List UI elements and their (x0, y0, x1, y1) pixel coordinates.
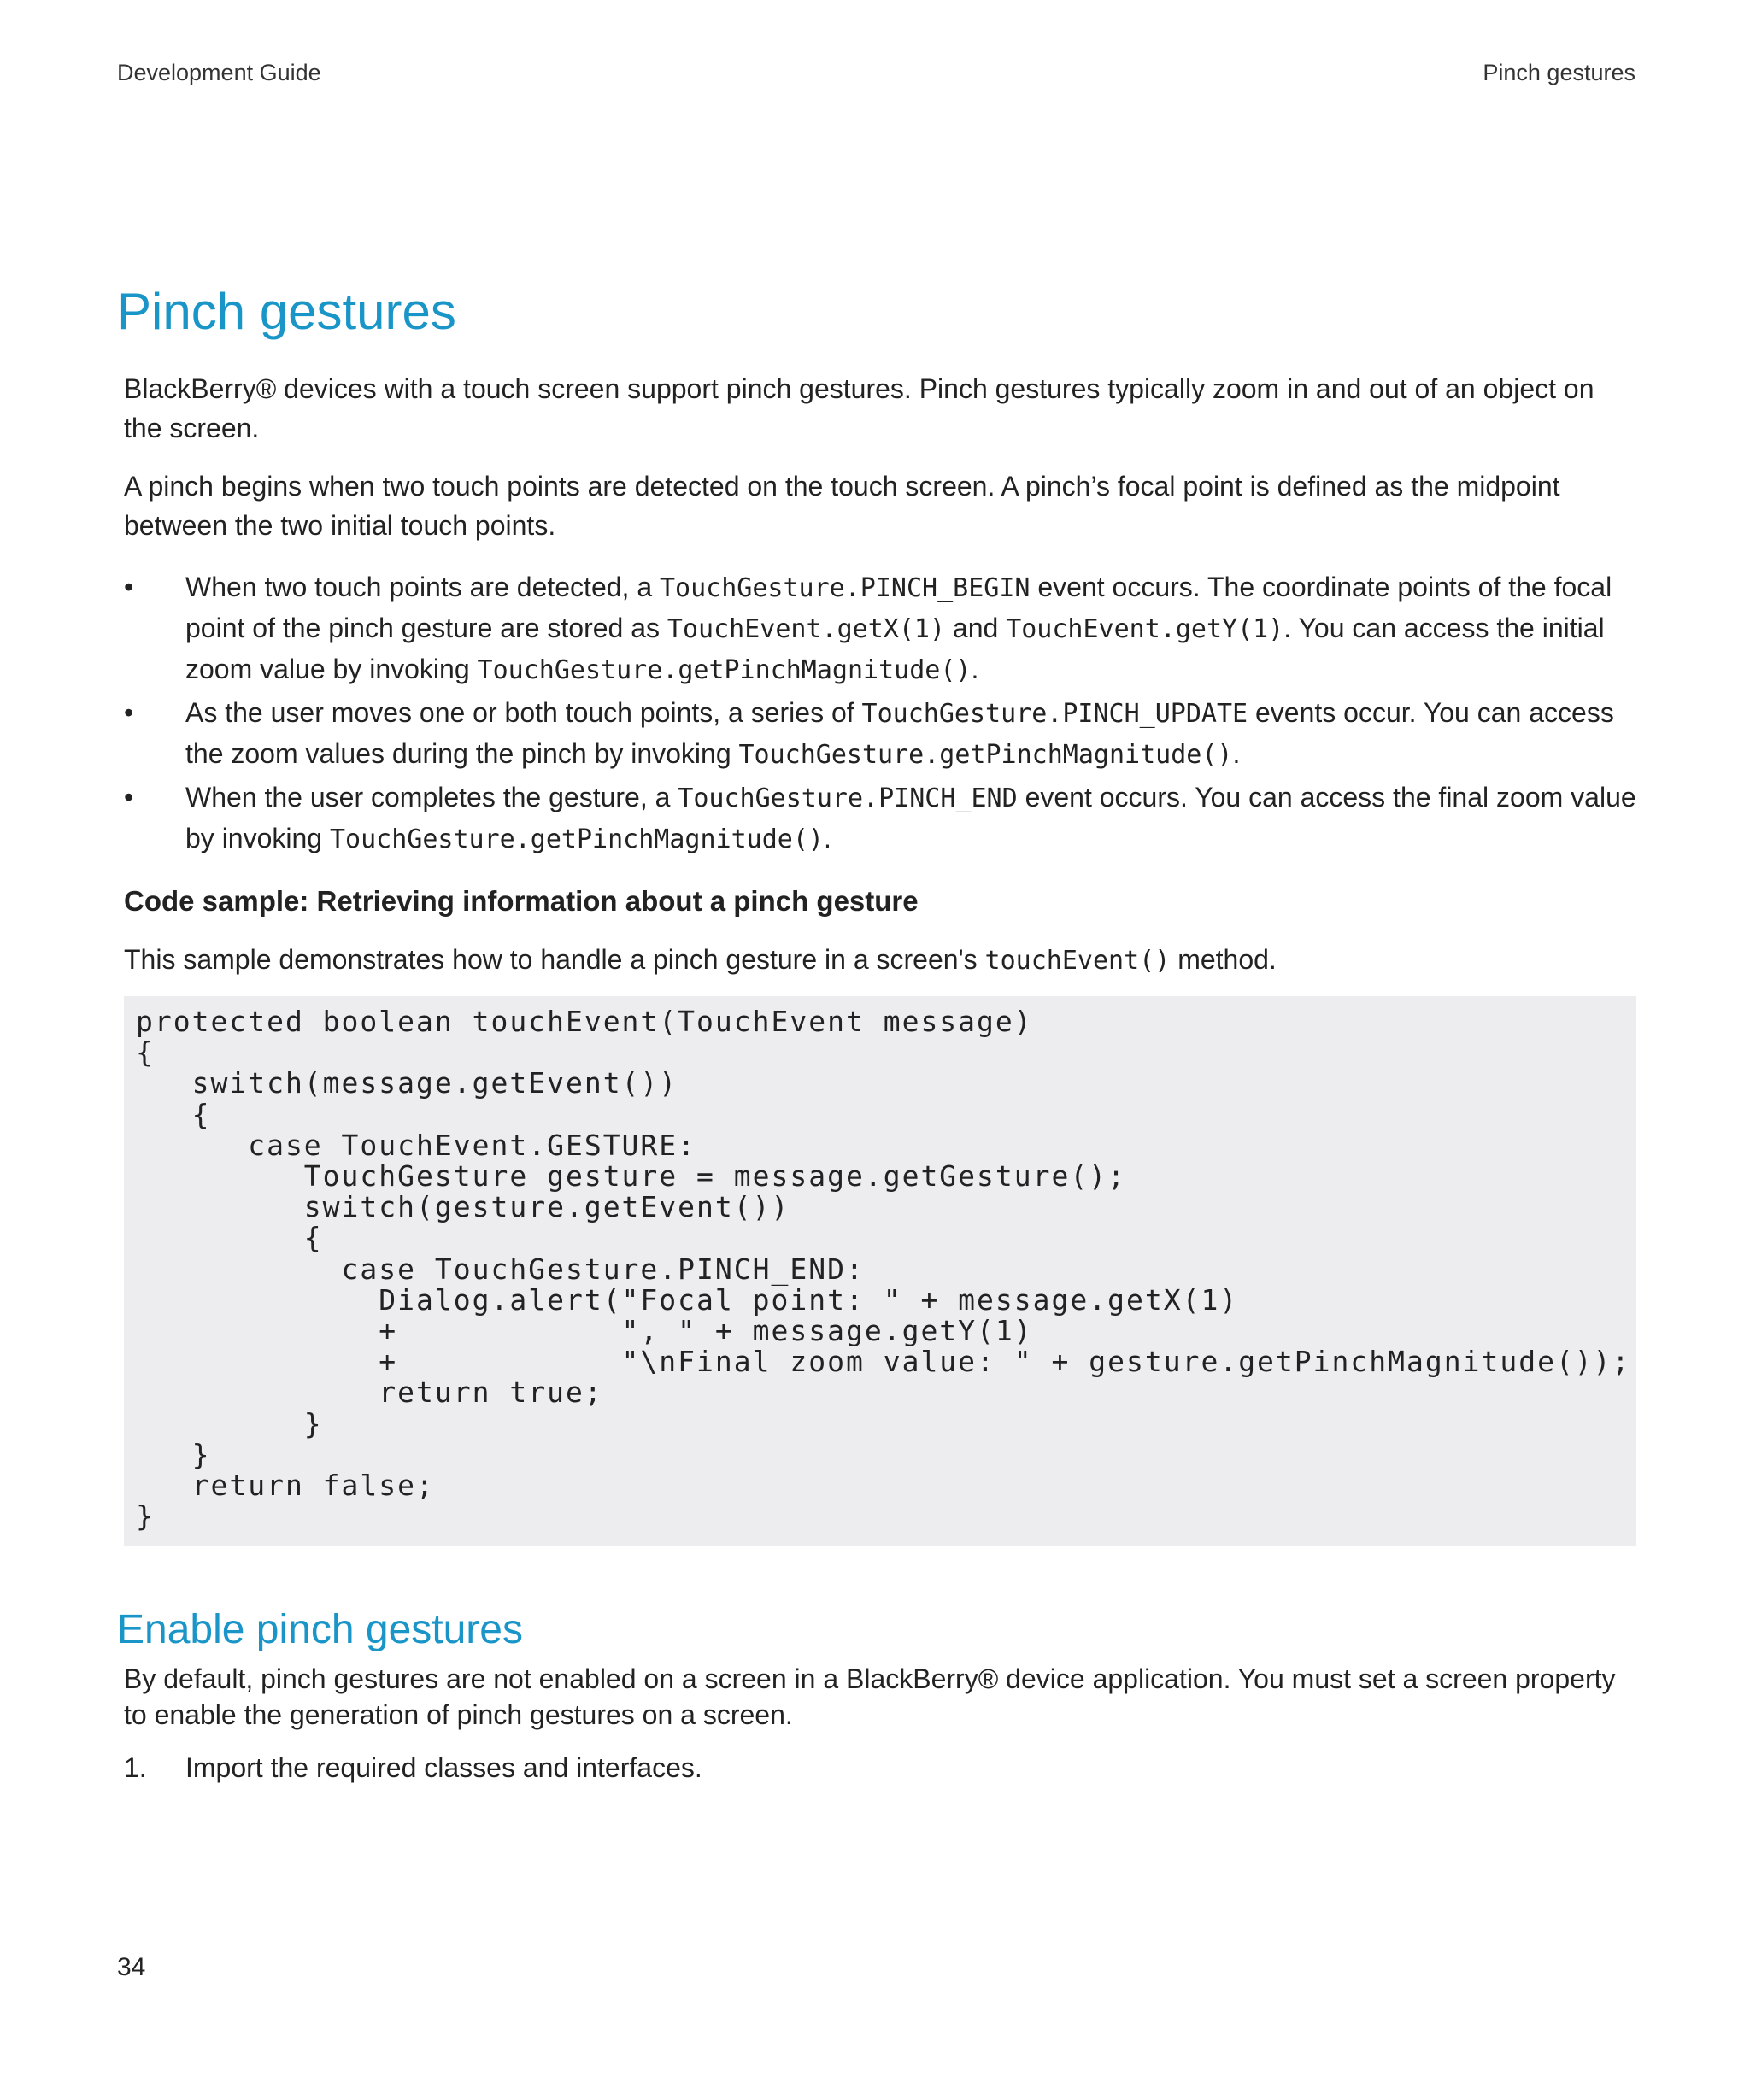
bullet-text: event occurs. You can access the final zoom value by invoking (185, 782, 1636, 853)
running-header-right: Pinch gestures (1483, 60, 1635, 85)
bullet-marker: • (124, 572, 134, 602)
bullet-text: . (971, 654, 979, 684)
bullet-pinch-begin (124, 567, 1636, 690)
running-header-left: Development Guide (117, 60, 321, 85)
bullet-pinch-update (124, 693, 1636, 775)
code-ref: touchEvent() (984, 946, 1171, 976)
focal-point-paragraph: A pinch begins when two touch points are detected on the touch screen. A pinch’s focal point is defined as the midpoint between the two initial touch points. (124, 471, 1560, 541)
bullet-text: When two touch points are detected, a (185, 572, 660, 602)
code-listing: protected boolean touchEvent(TouchEvent message) { switch(message.getEvent()) { case TouchEvent.GESTURE: TouchGesture gesture = message.getGesture(); switch(gesture.getEvent()) { case TouchGesture.PINCH_END: Dialog.alert("Focal point: " + message.getX(1) + ", " + message.getY(1) + "\nFinal zoom value: " + gesture.getPinchMagnitude()); return true; } } return false; } (136, 1005, 1631, 1534)
bullet-marker: • (124, 697, 134, 728)
bullet-text: events occur. You can access the zoom values during the pinch by invoking (185, 697, 1614, 769)
section-title-enable-pinch-gestures: Enable pinch gestures (117, 1607, 523, 1652)
bullet-text: . You can access the initial zoom value by invoking (185, 613, 1605, 684)
step-number: 1. (124, 1752, 147, 1783)
bullet-pinch-end (124, 777, 1636, 859)
intro-text: This sample demonstrates how to handle a pinch gesture in a screen's (124, 944, 985, 975)
code-ref: TouchEvent.getX(1) (667, 614, 946, 644)
code-ref: TouchGesture.getPinchMagnitude() (329, 824, 824, 854)
bullet-text: As the user moves one or both touch points, a series of (185, 697, 862, 728)
bullet-text: When the user completes the gesture, a (185, 782, 678, 812)
bullet-text: . (823, 823, 831, 853)
code-ref: TouchGesture.PINCH_BEGIN (660, 573, 1031, 603)
bullet-text: event occurs. The coordinate points of the focal point of the pinch gesture are stored as (185, 572, 1612, 643)
code-sample-heading: Code sample: Retrieving information about a pinch gesture (124, 885, 919, 917)
enable-intro-paragraph: By default, pinch gestures are not enabled on a screen in a BlackBerry® device application. You must set a screen property to enable the generation of pinch gestures on a screen. (124, 1663, 1616, 1730)
step-text: Import the required classes and interfaces. (185, 1752, 702, 1783)
code-ref: TouchGesture.PINCH_END (678, 783, 1018, 813)
bullet-text: and (945, 613, 1007, 643)
intro-paragraph: BlackBerry® devices with a touch screen support pinch gestures. Pinch gestures typically zoom in and out of an object on the screen. (124, 373, 1594, 443)
event-bullet-list (124, 567, 1636, 862)
bullet-marker: • (124, 782, 134, 812)
code-ref: TouchGesture.getPinchMagnitude() (738, 740, 1233, 770)
code-ref: TouchGesture.getPinchMagnitude() (477, 655, 972, 685)
page-number: 34 (117, 1953, 146, 1981)
code-block (124, 996, 1636, 1546)
bullet-text: . (1232, 738, 1241, 769)
intro-text: method. (1170, 944, 1277, 975)
code-ref: TouchEvent.getY(1) (1006, 614, 1284, 644)
step-1 (124, 1748, 702, 1787)
code-ref: TouchGesture.PINCH_UPDATE (861, 699, 1248, 729)
code-sample-intro (124, 940, 1636, 981)
section-title-pinch-gestures: Pinch gestures (117, 283, 456, 340)
